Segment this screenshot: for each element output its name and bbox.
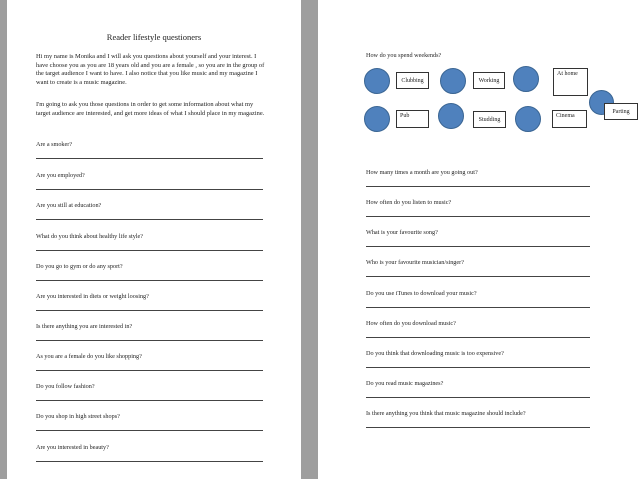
answer-line[interactable]: [366, 397, 590, 398]
answer-line[interactable]: [36, 340, 263, 341]
question-healthy-lifestyle: What do you think about healthy life style?: [36, 233, 144, 240]
option-circle[interactable]: [513, 66, 539, 92]
question-download-expensive: Do you think that downloading music is too expensive?: [366, 350, 504, 357]
question-favourite-song: What is your favourite song?: [366, 229, 438, 236]
question-itunes: Do you use iTunes to download your music?: [366, 290, 477, 297]
answer-line[interactable]: [36, 310, 263, 311]
question-going-out: How many times a month are you going out?: [366, 169, 478, 176]
document-page-right: [318, 0, 640, 479]
answer-line[interactable]: [36, 250, 263, 251]
answer-line[interactable]: [36, 461, 263, 462]
question-fashion: Do you follow fashion?: [36, 383, 95, 390]
answer-line[interactable]: [36, 400, 263, 401]
question-smoker: Are a smoker?: [36, 141, 73, 148]
answer-line[interactable]: [366, 427, 590, 428]
option-pub[interactable]: Pub: [396, 110, 429, 128]
answer-line[interactable]: [366, 276, 590, 277]
question-high-street: Do you shop in high street shops?: [36, 413, 120, 420]
question-beauty: Are you interested in beauty?: [36, 444, 109, 451]
answer-line[interactable]: [36, 280, 263, 281]
option-cinema[interactable]: Cinema: [552, 110, 587, 128]
answer-line[interactable]: [366, 337, 590, 338]
page-title: Reader lifestyle questioners: [106, 32, 202, 42]
option-clubbing[interactable]: Clubbing: [396, 72, 429, 89]
option-circle[interactable]: [364, 106, 390, 132]
answer-line[interactable]: [36, 430, 263, 431]
answer-line[interactable]: [366, 216, 590, 217]
question-favourite-musician: Who is your favourite musician/singer?: [366, 259, 464, 266]
option-circle[interactable]: [515, 106, 541, 132]
question-weekends: How do you spend weekends?: [366, 52, 442, 59]
option-studding[interactable]: Studding: [473, 111, 506, 128]
answer-line[interactable]: [36, 219, 263, 220]
question-education: Are you still at education?: [36, 202, 102, 209]
option-working[interactable]: Working: [473, 72, 505, 89]
question-shopping: As you are a female do you like shopping?: [36, 353, 142, 360]
question-music-magazines: Do you read music magazines?: [366, 380, 444, 387]
question-employed: Are you employed?: [36, 172, 85, 179]
answer-line[interactable]: [36, 189, 263, 190]
option-at-home[interactable]: At home: [553, 68, 588, 96]
answer-line[interactable]: [366, 246, 590, 247]
intro-paragraph: Hi my name is Monika and I will ask you questions about yourself and your interest. I have choose you as you are 18 years old and you are a female , so you are in the group of the target audience I want to have. I also notice that you like music and my magazine I want to create is a music magazine.: [36, 53, 265, 87]
answer-line[interactable]: [36, 158, 263, 159]
option-circle[interactable]: [440, 68, 466, 94]
option-circle[interactable]: [438, 103, 464, 129]
question-listen-music: How often do you listen to music?: [366, 199, 452, 206]
question-diets: Are you interested in diets or weight loosing?: [36, 293, 149, 300]
answer-line[interactable]: [366, 307, 590, 308]
question-interests: Is there anything you are interested in?: [36, 323, 133, 330]
option-parting[interactable]: Parting: [604, 103, 638, 120]
answer-line[interactable]: [366, 367, 590, 368]
document-page-left: [7, 0, 301, 479]
intro-paragraph: I'm going to ask you those questions in order to get some information about what my target audience are interested, and get more ideas of what I should place in my magazine.: [36, 101, 265, 117]
answer-line[interactable]: [366, 186, 590, 187]
question-magazine-include: Is there anything you think that music magazine should include?: [366, 410, 526, 417]
answer-line[interactable]: [36, 370, 263, 371]
option-circle[interactable]: [364, 68, 390, 94]
question-download-frequency: How often do you download music?: [366, 320, 456, 327]
question-gym-sport: Do you go to gym or do any sport?: [36, 263, 123, 270]
